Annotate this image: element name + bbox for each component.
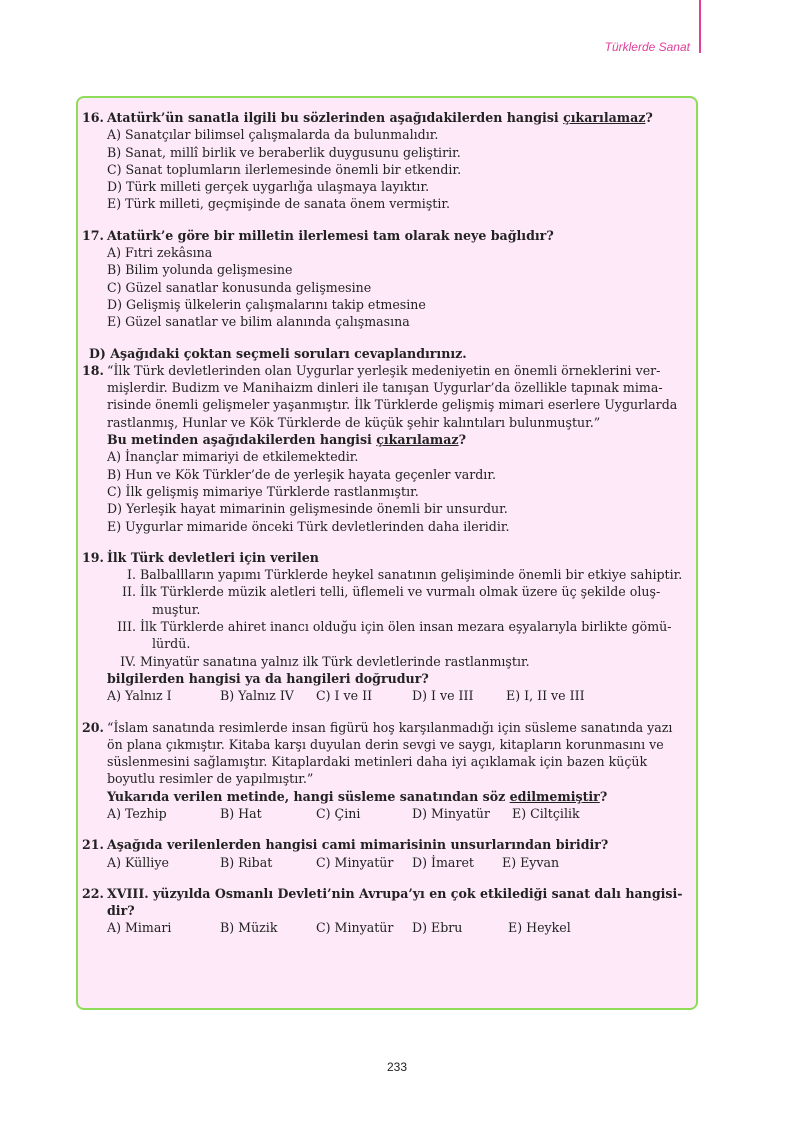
option-e: E) Heykel [508,920,571,936]
question-stem: İlk Türk devletleri için verilen [107,549,319,565]
option-b: B) Hat [220,805,262,821]
question-stem: Atatürk’e göre bir milletin ilerlemesi tam olarak neye bağlıdır? [107,227,554,243]
option-e: E) Eyvan [502,854,560,870]
question-19 [82,549,688,705]
passage-line: risinde önemli gelişmeler yaşanmıştır. İlk Türklerde gelişmiş mimari eserlere Uygurlarda [107,397,678,413]
option-a: A) Tezhip [107,805,167,821]
passage-line: süslenmesini sağlamıştır. Kitaplardaki metinleri daha iyi açıklamak için bazen küçük [107,754,648,770]
option-c: C) I ve II [316,688,373,704]
question-number: 16. [82,110,104,125]
option-b: B) Sanat, millî birlik ve beraberlik duygusunu geliştirir. [107,144,461,160]
question-stem: Aşağıda verilenlerden hangisi cami mimarisinin unsurlarından biridir? [107,837,609,853]
question-number: 17. [82,227,104,243]
option-a: A) Mimari [107,920,172,936]
question-21 [82,836,688,871]
passage-line: rastlanmış, Hunlar ve Kök Türklerde de küçük şehir kalıntıları bulunmuştur.” [107,414,601,430]
option-c: C) Minyatür [316,854,394,870]
option-a: A) Sanatçılar bilimsel çalışmalarda da bulunmalıdır. [107,127,439,143]
option-c: C) Minyatür [316,920,394,936]
passage-line: “İlk Türk devletlerinden olan Uygurlar yerleşik medeniyetin en önemli örneklerini ver- [107,362,661,378]
header-title: Türklerde Sanat [604,40,690,54]
option-b: B) Bilim yolunda gelişmesine [107,262,293,278]
option-e: E) I, II ve III [506,688,585,704]
question-stem-cont: dir? [107,903,135,919]
option-b: B) Yalnız IV [220,688,294,704]
option-b: B) Müzik [220,920,278,936]
section-title: D) Aşağıdaki çoktan seçmeli soruları cevaplandırınız. [89,345,467,361]
passage-line: “İslam sanatında resimlerde insan figürü hoş karşılanmadığı için süsleme sanatında yazı [107,719,673,735]
option-e: E) Güzel sanatlar ve bilim alanında çalışmasına [107,314,410,330]
questions-content [82,109,688,951]
question-number: 22. [82,885,104,901]
option-c: C) Çini [316,805,361,821]
question-stem: XVIII. yüzyılda Osmanlı Devleti’nin Avrupa’yı en çok etkilediği sanat dalı hangisi- [107,885,683,901]
option-d: D) Türk milleti gerçek uygarlığa ulaşmaya layıktır. [107,179,430,195]
option-e: E) Türk milleti, geçmişinde de sanata önem vermiştir. [107,196,451,212]
option-e: E) Ciltçilik [512,805,580,821]
question-16 [82,109,688,213]
question-20 [82,719,688,823]
page-number: 233 [386,1060,408,1074]
option-a: A) Külliye [107,854,169,870]
header-divider [699,0,701,53]
passage-line: mişlerdir. Budizm ve Manihaizm dinleri ile tanışan Uygurlar’da özellikle tapınak mima- [107,380,663,396]
option-c: C) Sanat toplumların ilerlemesinde önemli bir etkendir. [107,161,462,177]
question-number: 19. [82,549,104,565]
statement-ii: II. İlk Türklerde müzik aletleri telli, üflemeli ve vurmalı olmak üzere üç şekilde oluş- muştur. [122,584,661,617]
question-18 [82,362,688,535]
option-e: E) Uygurlar mimaride önceki Türk devletlerinden daha ileridir. [107,518,510,534]
question-number: 18. [82,362,104,378]
option-d: D) Yerleşik hayat mimarinin gelişmesinde önemli bir unsurdur. [107,501,508,517]
option-d: D) Ebru [412,920,463,936]
option-b: B) Ribat [220,854,273,870]
question-17 [82,227,688,331]
question-number: 20. [82,719,104,735]
options-row [82,919,688,936]
statement-iii: III. İlk Türklerde ahiret inancı olduğu için ölen insan mezara eşyalarıyla birlikte gömü- lürdü. [117,619,672,652]
passage-line: boyutlu resimler de yapılmıştır.” [107,771,314,787]
option-a: A) Yalnız I [107,688,172,704]
question-stem: Bu metinden aşağıdakilerden hangisi çıkarılamaz? [107,432,466,448]
option-d: D) Minyatür [412,805,490,821]
option-d: D) I ve III [412,688,474,704]
option-d: D) İmaret [412,854,474,870]
option-b: B) Hun ve Kök Türkler’de de yerleşik hayata geçenler vardır. [107,466,496,482]
option-c: C) İlk gelişmiş mimariye Türklerde rastlanmıştır. [107,483,419,499]
options-row [82,854,688,871]
options-row [82,805,688,822]
option-d: D) Gelişmiş ülkelerin çalışmalarını takip etmesine [107,296,426,312]
question-22 [82,885,688,937]
option-a: A) Fıtri zekâsına [107,245,213,261]
option-c: C) Güzel sanatlar konusunda gelişmesine [107,279,372,295]
passage-line: ön plana çıkmıştır. Kitaba karşı duyulan derin sevgi ve saygı, kitapların korunmasını ve [107,736,664,752]
options-row [82,687,688,704]
question-stem: Yukarıda verilen metinde, hangi süsleme sanatından söz edilmemiştir? [107,788,608,804]
statement-i: I. Balballların yapımı Türklerde heykel sanatının gelişiminde önemli bir etkiye sahiptir. [127,567,683,583]
statement-iv: IV. Minyatür sanatına yalnız ilk Türk devletlerinde rastlanmıştır. [120,653,530,669]
question-stem: Atatürk’ün sanatla ilgili bu sözlerinden aşağıdakilerden hangisi çıkarılamaz? [107,110,653,125]
question-number: 21. [82,837,104,853]
question-stem-2: bilgilerden hangisi ya da hangileri doğrudur? [107,670,429,686]
option-a: A) İnançlar mimariyi de etkilemektedir. [107,449,359,465]
